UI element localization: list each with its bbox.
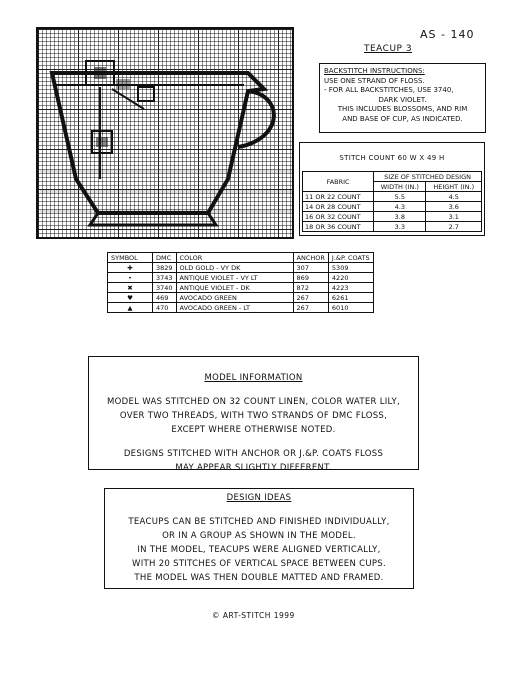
height-cell: 4.5 — [426, 192, 482, 202]
fabric-cell: 14 OR 28 COUNT — [303, 202, 374, 212]
stitch-count-box — [299, 142, 485, 236]
width-cell: 3.8 — [374, 212, 426, 222]
jp-coats-header: J.&P. COATS — [328, 253, 373, 263]
design-ideas-line: TEACUPS CAN BE STITCHED AND FINISHED INDIVIDUALLY, — [128, 517, 390, 527]
table-row — [108, 303, 374, 313]
backstitch-heading: BACKSTITCH INSTRUCTIONS: — [324, 67, 425, 75]
color-cell: OLD GOLD - VY DK — [176, 263, 293, 273]
design-size-header: SIZE OF STITCHED DESIGN — [374, 172, 482, 182]
color-header: COLOR — [176, 253, 293, 263]
dmc-cell: 470 — [153, 303, 177, 313]
design-ideas-line: OR IN A GROUP AS SHOWN IN THE MODEL. — [162, 531, 356, 541]
jp-coats-cell: 4220 — [328, 273, 373, 283]
anchor-header: ANCHOR — [293, 253, 328, 263]
model-information-paragraph — [89, 447, 418, 475]
model-information-box — [88, 356, 419, 473]
backstitch-line: DARK VIOLET. — [378, 95, 427, 104]
height-cell: 3.1 — [426, 212, 482, 222]
height-cell: 3.6 — [426, 202, 482, 212]
triangle-symbol-icon: ▲ — [108, 303, 153, 313]
anchor-cell: 307 — [293, 263, 328, 273]
dot-symbol-icon: • — [108, 273, 153, 283]
jp-coats-cell: 6010 — [328, 303, 373, 313]
fabric-cell: 18 OR 36 COUNT — [303, 222, 374, 232]
backstitch-instructions — [319, 63, 486, 133]
table-row — [108, 273, 374, 283]
design-ideas-line: WITH 20 STITCHES OF VERTICAL SPACE BETWEEN CUPS. — [132, 559, 386, 569]
teacup-pattern-illustration — [38, 29, 294, 239]
cross-stitch-chart — [36, 27, 294, 239]
height-cell: 2.7 — [426, 222, 482, 232]
symbol-header: SYMBOL — [108, 253, 153, 263]
design-ideas-heading: DESIGN IDEAS — [226, 493, 292, 503]
fabric-cell: 16 OR 32 COUNT — [303, 212, 374, 222]
model-line: DESIGNS STITCHED WITH ANCHOR OR J.&P. COATS FLOSS — [123, 449, 384, 459]
cross-symbol-icon: ✚ — [108, 263, 153, 273]
model-information-heading: MODEL INFORMATION — [204, 373, 303, 383]
fabric-cell: 11 OR 22 COUNT — [303, 192, 374, 202]
table-row — [303, 212, 482, 222]
width-cell: 5.5 — [374, 192, 426, 202]
fabric-header: FABRIC — [303, 172, 374, 192]
pattern-title: TEACUP 3 — [364, 44, 413, 54]
table-row — [108, 283, 374, 293]
x-symbol-icon: ✖ — [108, 283, 153, 293]
model-information-paragraph — [89, 395, 418, 437]
copyright: © ART-STITCH 1999 — [212, 611, 295, 620]
model-line: OVER TWO THREADS, WITH TWO STRANDS OF DMC FLOSS, — [119, 411, 388, 421]
dmc-cell: 3740 — [153, 283, 177, 293]
color-cell: ANTIQUE VIOLET - DK — [176, 283, 293, 293]
model-line: MODEL WAS STITCHED ON 32 COUNT LINEN, COLOR WATER LILY, — [107, 397, 400, 407]
design-ideas-line: THE MODEL WAS THEN DOUBLE MATTED AND FRAMED. — [134, 573, 384, 583]
color-cell: AVOCADO GREEN — [176, 293, 293, 303]
table-row — [303, 202, 482, 212]
heart-symbol-icon: ♥ — [108, 293, 153, 303]
page-code: AS - 140 — [420, 28, 475, 41]
dmc-header: DMC — [153, 253, 177, 263]
table-row — [303, 192, 482, 202]
anchor-cell: 267 — [293, 293, 328, 303]
table-row — [303, 222, 482, 232]
width-header: WIDTH (IN.) — [374, 182, 426, 192]
width-cell: 4.3 — [374, 202, 426, 212]
anchor-cell: 872 — [293, 283, 328, 293]
stitch-count-title: STITCH COUNT 60 W X 49 H — [339, 154, 445, 162]
backstitch-line: AND BASE OF CUP, AS INDICATED. — [342, 114, 463, 123]
table-row — [108, 293, 374, 303]
jp-coats-cell: 4223 — [328, 283, 373, 293]
jp-coats-cell: 6261 — [328, 293, 373, 303]
height-header: HEIGHT (IN.) — [426, 182, 482, 192]
model-line: MAY APPEAR SLIGHTLY DIFFERENT. — [175, 463, 332, 473]
model-line: EXCEPT WHERE OTHERWISE NOTED. — [171, 425, 336, 435]
color-cell: ANTIQUE VIOLET - VY LT — [176, 273, 293, 283]
color-cell: AVOCADO GREEN - LT — [176, 303, 293, 313]
table-row — [108, 263, 374, 273]
design-ideas-box — [104, 488, 414, 589]
dmc-cell: 3829 — [153, 263, 177, 273]
anchor-cell: 869 — [293, 273, 328, 283]
backstitch-line: USE ONE STRAND OF FLOSS. — [324, 76, 425, 85]
width-cell: 3.3 — [374, 222, 426, 232]
jp-coats-cell: 5309 — [328, 263, 373, 273]
dmc-cell: 469 — [153, 293, 177, 303]
design-ideas-line: IN THE MODEL, TEACUPS WERE ALIGNED VERTICALLY, — [137, 545, 381, 555]
dmc-cell: 3743 — [153, 273, 177, 283]
backstitch-line: THIS INCLUDES BLOSSOMS, AND RIM — [337, 105, 468, 113]
anchor-cell: 267 — [293, 303, 328, 313]
backstitch-line: - FOR ALL BACKSTITCHES, USE 3740, — [324, 86, 454, 94]
stitch-count-table — [302, 171, 482, 232]
thread-key-table — [107, 252, 374, 313]
